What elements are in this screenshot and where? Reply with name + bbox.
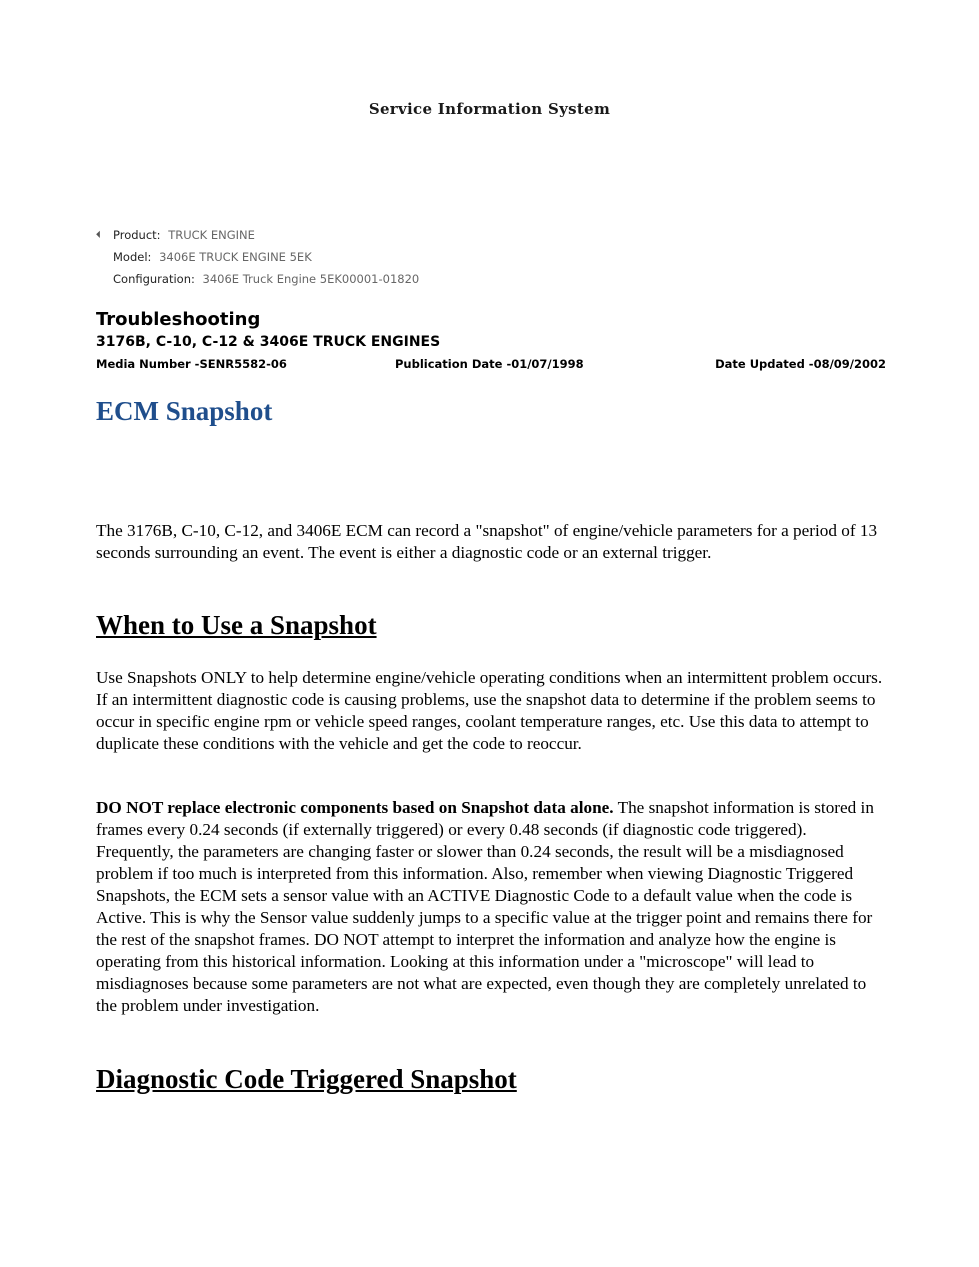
model-value: 3406E TRUCK ENGINE 5EK bbox=[159, 250, 312, 264]
product-label: Product: bbox=[113, 228, 161, 242]
configuration-label: Configuration: bbox=[113, 272, 195, 286]
model-row bbox=[96, 246, 419, 268]
document-subtitle: 3176B, C-10, C-12 & 3406E TRUCK ENGINES bbox=[96, 334, 441, 350]
intro-paragraph: The 3176B, C-10, C-12, and 3406E ECM can record a "snapshot" of engine/vehicle parameters for a period of 13 seconds surrounding an event. The event is either a diagnostic code or an external trigger. bbox=[96, 521, 878, 562]
warning-paragraph bbox=[96, 797, 886, 1017]
document-header bbox=[96, 308, 886, 372]
page-title: ECM Snapshot bbox=[96, 396, 273, 426]
warning-bold-text: DO NOT replace electronic components based on Snapshot data alone. bbox=[96, 798, 614, 817]
when-to-use-paragraph: Use Snapshots ONLY to help determine engine/vehicle operating conditions when an intermittent problem occurs. If an intermittent diagnostic code is causing problems, use the snapshot data to determine if the problem seems to occur in specific engine rpm or vehicle speed ranges, coolant temperature ranges, etc. Use this data to attempt to duplicate these conditions with the vehicle and get the code to reoccur. bbox=[96, 668, 883, 753]
document-type: Troubleshooting bbox=[96, 309, 261, 330]
system-title: Service Information System bbox=[368, 100, 611, 118]
product-info bbox=[96, 224, 419, 290]
date-updated: Date Updated -08/09/2002 bbox=[715, 357, 886, 371]
warning-detail-text: The snapshot information is stored in frames every 0.24 seconds (if externally triggered) or every 0.48 seconds (if diagnostic code triggered). Frequently, the parameters are changing faster or slower than 0.24 seconds, the result will be a misdiagnosed problem if too much is interpreted from this information. Also, remember when viewing Diagnostic Triggered Snapshots, the ECM sets a sensor value with an ACTIVE Diagnostic Code to a default value when the code is Active. This is why the Sensor value suddenly jumps to a specific value at the trigger point and remains there for the rest of the snapshot frames. DO NOT attempt to interpret the information and analyze how the engine is operating from this historical information. Looking at this information under a "microscope" will lead to misdiagnoses because some parameters are not what are expected, even though they are completely unrelated to the problem under investigation. bbox=[96, 798, 874, 1015]
configuration-value: 3406E Truck Engine 5EK00001-01820 bbox=[202, 272, 420, 286]
section-heading-diagnostic-trigger: Diagnostic Code Triggered Snapshot bbox=[96, 1064, 517, 1094]
configuration-row bbox=[96, 268, 419, 290]
media-number: Media Number -SENR5582-06 bbox=[96, 357, 287, 371]
back-arrow-icon[interactable]: 🞀 bbox=[96, 228, 101, 241]
document-info bbox=[96, 356, 886, 372]
product-value: TRUCK ENGINE bbox=[168, 228, 255, 242]
publication-date: Publication Date -01/07/1998 bbox=[395, 357, 584, 371]
section-heading-when-to-use: When to Use a Snapshot bbox=[96, 610, 377, 640]
model-label: Model: bbox=[113, 250, 152, 264]
product-row bbox=[96, 224, 419, 246]
